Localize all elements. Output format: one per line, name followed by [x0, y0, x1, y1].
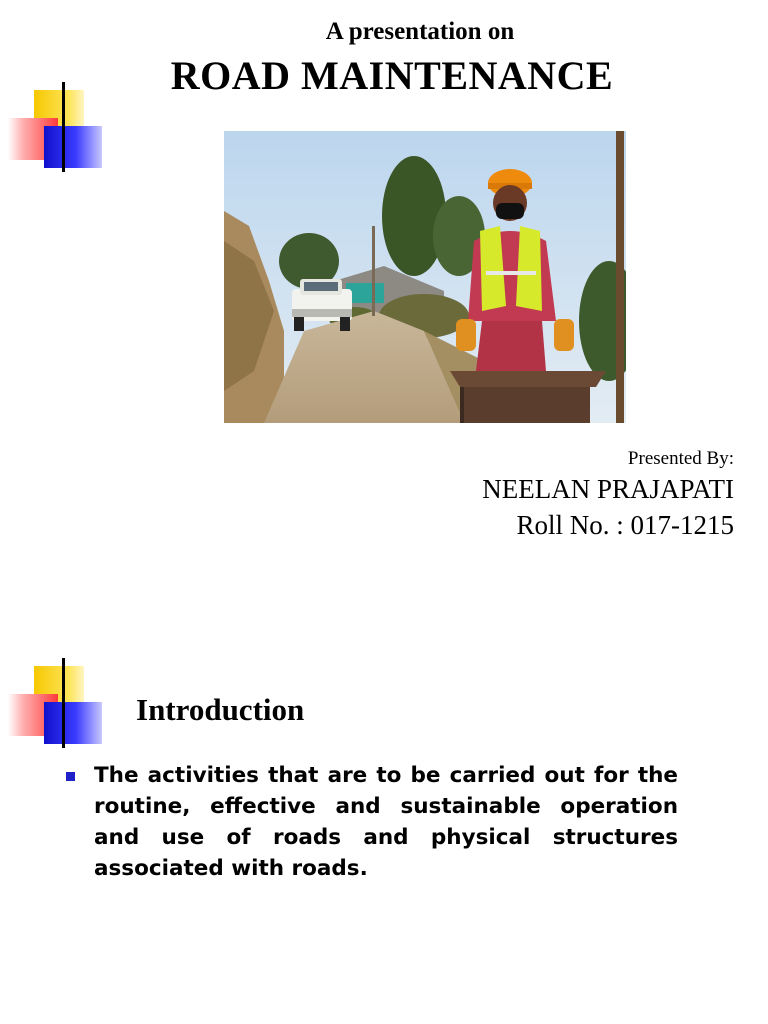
road-worker-photo	[224, 131, 626, 423]
square-bullet-icon	[66, 772, 75, 781]
roll-number: Roll No. : 017-1215	[516, 510, 734, 540]
decorative-squares-bottom	[8, 658, 108, 748]
introduction-bullet	[66, 760, 678, 884]
introduction-heading: Introduction	[136, 692, 305, 727]
bullet-text: The activities that are to be carried out for the routine, effective and sustainable operation and use of roads and physical structures associated with roads.	[94, 763, 678, 881]
presented-by-label: Presented By:	[627, 448, 734, 469]
presenter-name: NEELAN PRAJAPATI	[482, 474, 734, 504]
presentation-subtitle: A presentation on	[325, 18, 515, 45]
presentation-title: ROAD MAINTENANCE	[170, 53, 614, 98]
